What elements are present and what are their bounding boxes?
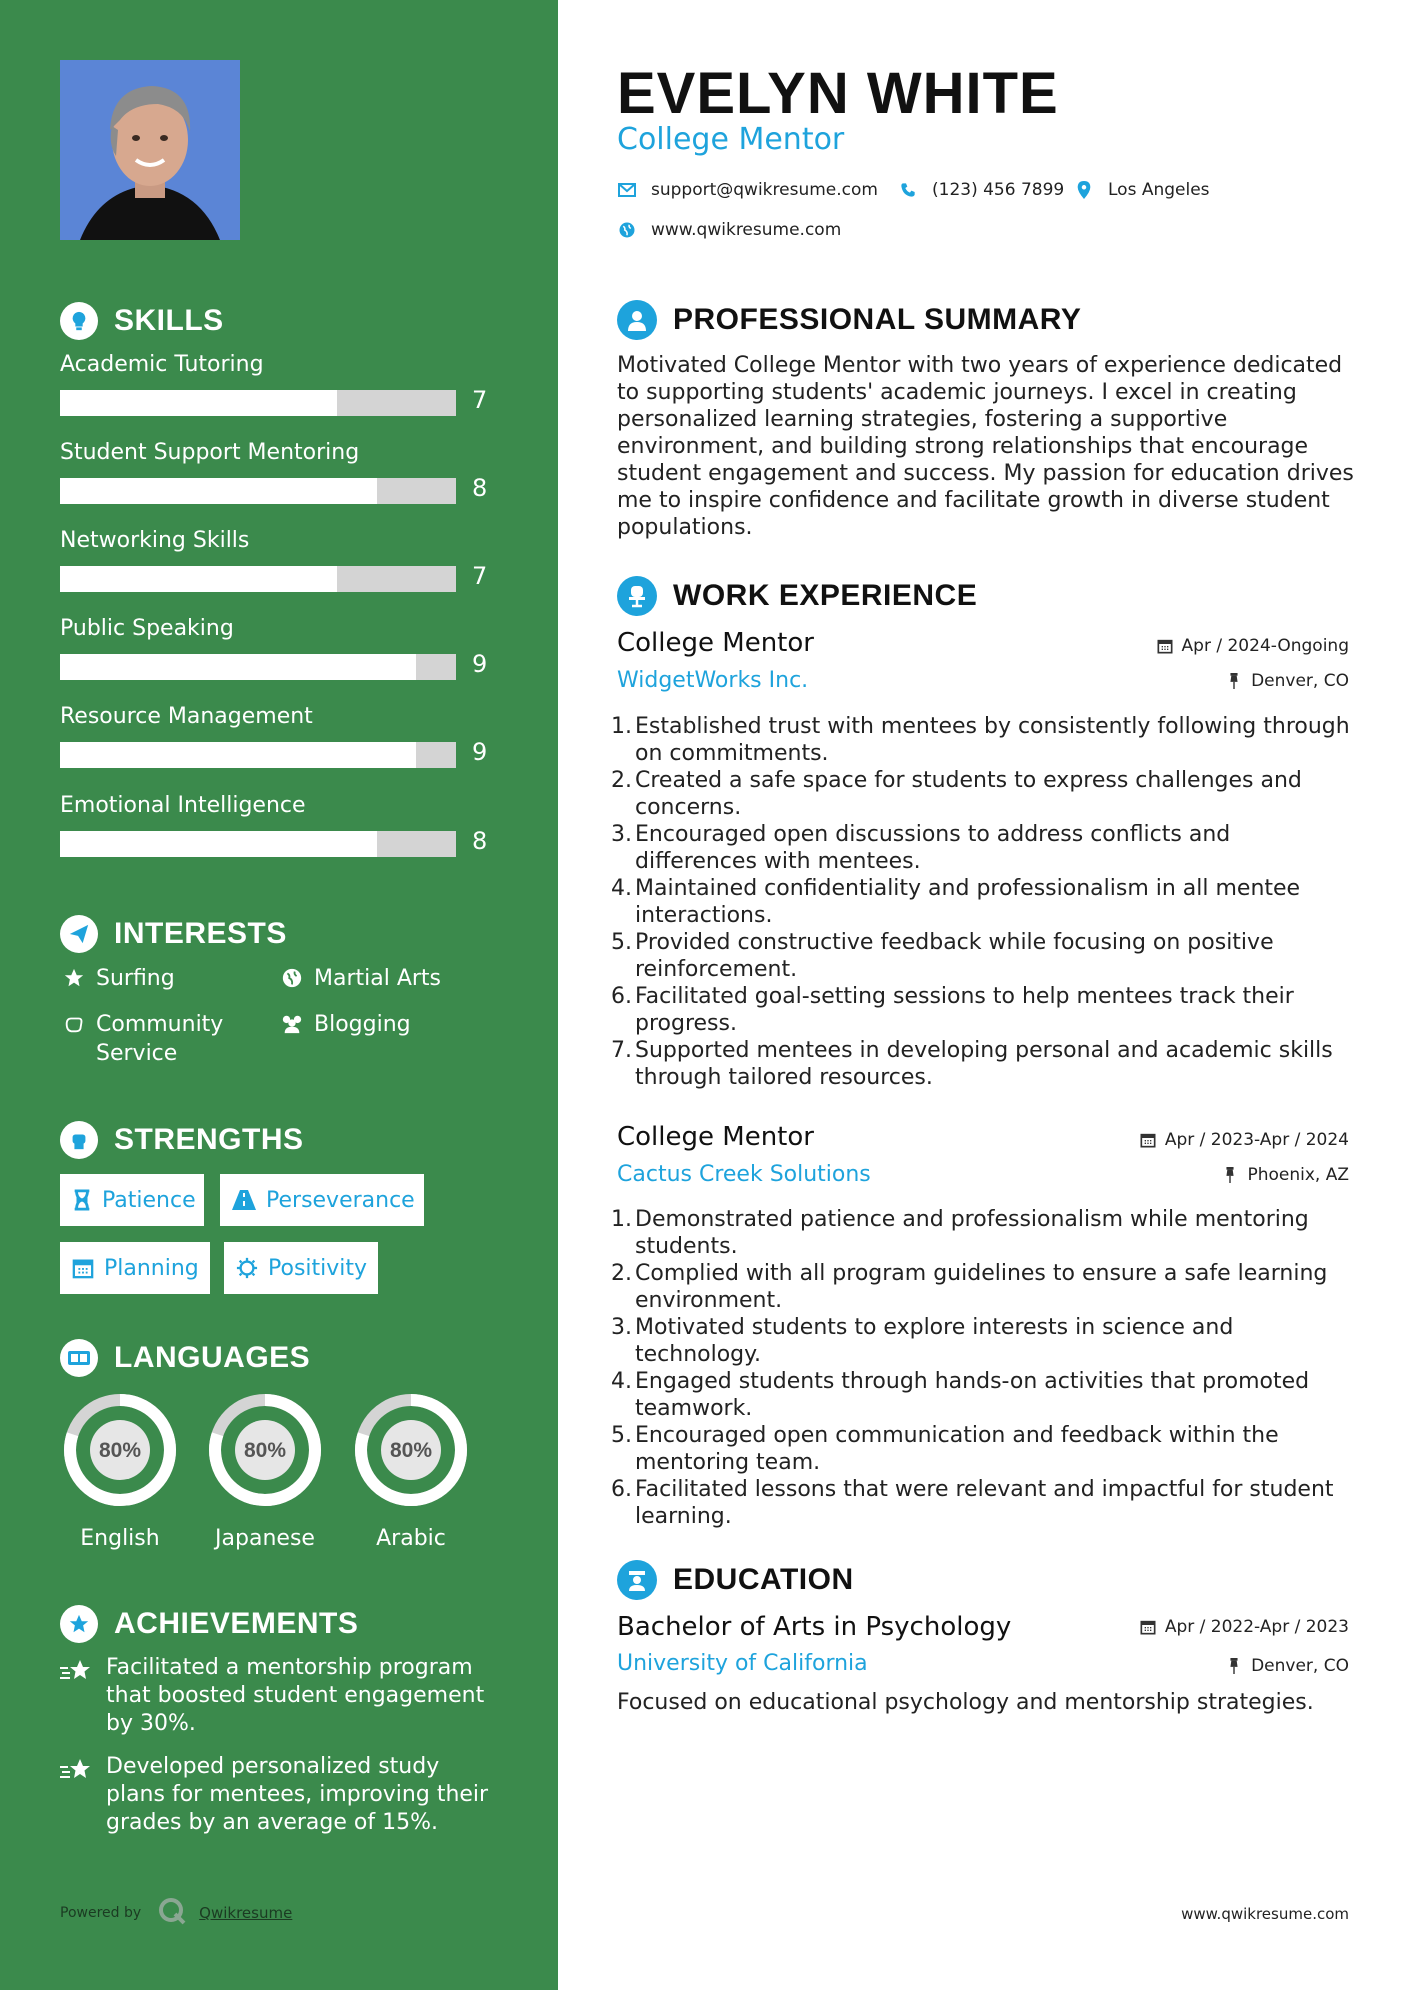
job-bullets xyxy=(611,713,1351,1091)
education-dates xyxy=(1139,1617,1349,1637)
briefcase-chair-icon xyxy=(617,576,657,616)
skill-track xyxy=(60,742,456,768)
skill-item xyxy=(60,526,500,592)
pushpin-icon xyxy=(1225,672,1243,690)
skill-item xyxy=(60,791,500,857)
road-icon xyxy=(232,1188,256,1212)
calendar-icon xyxy=(1156,637,1174,655)
interest-item xyxy=(278,1010,411,1039)
strength-tag xyxy=(224,1242,378,1294)
languages-heading xyxy=(60,1339,310,1377)
job-dates-text: Apr / 2024-Ongoing xyxy=(1181,636,1349,656)
bullet-text: Motivated students to explore interests in science and technology. xyxy=(635,1315,1234,1367)
bullet-text: Supported mentees in developing personal and academic skills through tailored resources. xyxy=(635,1038,1333,1090)
hourglass-icon xyxy=(72,1188,92,1212)
achievements-heading xyxy=(60,1605,358,1643)
strengths-heading xyxy=(60,1121,304,1159)
bullet-item xyxy=(611,1206,1351,1260)
interests-heading xyxy=(60,915,287,953)
pushpin-icon xyxy=(1221,1166,1239,1184)
skill-name: Public Speaking xyxy=(60,616,234,641)
strength-label: Positivity xyxy=(268,1255,368,1281)
achievement-item xyxy=(60,1753,500,1837)
strengths-title: STRENGTHS xyxy=(114,1123,304,1156)
strength-tag xyxy=(60,1242,210,1294)
strength-label: Planning xyxy=(104,1255,199,1281)
footer-url[interactable]: www.qwikresume.com xyxy=(1181,1905,1349,1923)
envelope-icon xyxy=(617,180,637,200)
bullet-number: 5. xyxy=(611,930,632,955)
bullet-item xyxy=(611,1368,1351,1422)
education-description: Focused on educational psychology and mentorship strategies. xyxy=(617,1690,1314,1715)
job-dates-text: Apr / 2023-Apr / 2024 xyxy=(1164,1130,1349,1150)
job-company: WidgetWorks Inc. xyxy=(617,668,809,693)
bullet-number: 6. xyxy=(611,984,632,1009)
bullet-text: Facilitated lessons that were relevant and impactful for student learning. xyxy=(635,1477,1334,1529)
bullet-item xyxy=(611,1476,1351,1530)
education-location xyxy=(1225,1656,1349,1676)
hand-icon xyxy=(60,1010,88,1038)
bullet-item xyxy=(611,1314,1351,1368)
sidebar xyxy=(0,0,558,1990)
degree-title: Bachelor of Arts in Psychology xyxy=(617,1612,1012,1642)
bullet-item xyxy=(611,1422,1351,1476)
fist-icon xyxy=(60,1121,98,1159)
summary-text: Motivated College Mentor with two years of experience dedicated to supporting students' academic journeys. I excel in creating personalized learning strategies, fostering a supportive environment, and building strong relationships that encourage student engagement and success. My passion for education drives me to inspire confidence and facilitate growth in diverse student populations. xyxy=(617,353,1354,540)
skill-value: 9 xyxy=(472,650,488,678)
achievements-title: ACHIEVEMENTS xyxy=(114,1607,359,1640)
experience-title: WORK EXPERIENCE xyxy=(673,579,978,612)
bullet-text: Demonstrated patience and professionalism while mentoring students. xyxy=(635,1207,1309,1259)
skill-value: 9 xyxy=(472,738,488,766)
experience-heading xyxy=(617,576,977,616)
skill-bar xyxy=(60,738,500,768)
shooting-star-icon xyxy=(60,1656,94,1690)
summary-heading xyxy=(617,300,1081,340)
language-percent: 80% xyxy=(389,1439,433,1462)
skill-item xyxy=(60,702,500,768)
skill-bar xyxy=(60,474,500,504)
skill-track xyxy=(60,390,456,416)
globe-icon xyxy=(278,964,306,992)
job-bullets xyxy=(611,1206,1351,1530)
bullet-item xyxy=(611,821,1351,875)
skill-bar xyxy=(60,386,500,416)
contact-phone[interactable] xyxy=(898,180,1064,200)
job-company: Cactus Creek Solutions xyxy=(617,1162,871,1187)
interest-label: Blogging xyxy=(314,1012,411,1037)
bullet-text: Encouraged open communication and feedback within the mentoring team. xyxy=(635,1423,1279,1475)
contact-location xyxy=(1074,180,1210,200)
bullet-item xyxy=(611,1037,1351,1091)
strength-label: Perseverance xyxy=(266,1187,415,1213)
language-item xyxy=(203,1388,327,1551)
skill-item xyxy=(60,614,500,680)
calendar-icon xyxy=(1139,1131,1157,1149)
powered-by-label: Powered by xyxy=(60,1905,142,1921)
job-location xyxy=(1225,671,1349,691)
location-text: Los Angeles xyxy=(1108,180,1210,200)
star-icon xyxy=(60,964,88,992)
skills-heading xyxy=(60,302,224,340)
skill-name: Resource Management xyxy=(60,704,313,729)
skill-fill xyxy=(60,654,416,680)
skill-value: 7 xyxy=(472,386,488,414)
lightbulb-icon xyxy=(60,302,98,340)
language-ring xyxy=(203,1388,327,1512)
education-dates-text: Apr / 2022-Apr / 2023 xyxy=(1164,1617,1349,1637)
bullet-number: 6. xyxy=(611,1477,632,1502)
candidate-name: EVELYN WHITE xyxy=(617,61,1059,126)
language-name: English xyxy=(80,1526,160,1551)
job-dates xyxy=(1139,1130,1349,1150)
skill-value: 8 xyxy=(472,474,488,502)
sun-icon xyxy=(236,1256,258,1280)
bullet-item xyxy=(611,875,1351,929)
skill-bar xyxy=(60,562,500,592)
education-heading xyxy=(617,1560,854,1600)
qwikresume-link[interactable]: Qwikresume xyxy=(199,1904,293,1922)
strength-label: Patience xyxy=(102,1187,196,1213)
strength-tag xyxy=(220,1174,424,1226)
bullet-text: Established trust with mentees by consistently following through on commitments. xyxy=(635,714,1350,766)
bullet-text: Maintained confidentiality and professionalism in all mentee interactions. xyxy=(635,876,1301,928)
skill-bar xyxy=(60,827,500,857)
skill-name: Academic Tutoring xyxy=(60,352,264,377)
skill-value: 8 xyxy=(472,827,488,855)
bullet-number: 4. xyxy=(611,1369,632,1394)
bullet-item xyxy=(611,1260,1351,1314)
language-ring xyxy=(349,1388,473,1512)
language-icon xyxy=(60,1339,98,1377)
skill-name: Student Support Mentoring xyxy=(60,440,360,465)
phone-text: (123) 456 7899 xyxy=(932,180,1065,200)
language-item xyxy=(349,1388,473,1551)
pushpin-icon xyxy=(1225,1657,1243,1675)
bullet-number: 7. xyxy=(611,1038,632,1063)
paper-plane-icon xyxy=(60,915,98,953)
language-percent: 80% xyxy=(243,1439,287,1462)
skill-fill xyxy=(60,742,416,768)
skill-bar xyxy=(60,650,500,680)
bullet-number: 1. xyxy=(611,1207,632,1232)
map-pin-icon xyxy=(1074,180,1094,200)
skills-title: SKILLS xyxy=(114,304,224,337)
achievement-text: Facilitated a mentorship program that boosted student engagement by 30%. xyxy=(106,1655,485,1736)
bullet-text: Engaged students through hands-on activities that promoted teamwork. xyxy=(635,1369,1310,1421)
profile-photo xyxy=(60,60,240,240)
bullet-text: Facilitated goal-setting sessions to help mentees track their progress. xyxy=(635,984,1294,1036)
bullet-number: 3. xyxy=(611,1315,632,1340)
website-text: www.qwikresume.com xyxy=(651,220,842,240)
language-ring xyxy=(58,1388,182,1512)
bullet-text: Created a safe space for students to express challenges and concerns. xyxy=(635,768,1302,820)
skill-fill xyxy=(60,566,337,592)
job-dates xyxy=(1156,636,1349,656)
achievement-text: Developed personalized study plans for mentees, improving their grades by an average of 15%. xyxy=(106,1754,489,1835)
email-text: support@qwikresume.com xyxy=(651,180,878,200)
interest-item xyxy=(60,964,175,993)
bullet-number: 3. xyxy=(611,822,632,847)
language-item xyxy=(58,1388,182,1551)
language-percent: 80% xyxy=(98,1439,142,1462)
calendar-icon xyxy=(1139,1618,1157,1636)
bullet-text: Complied with all program guidelines to ensure a safe learning environment. xyxy=(635,1261,1328,1313)
job-title: College Mentor xyxy=(617,1122,814,1152)
bullet-item xyxy=(611,767,1351,821)
skill-fill xyxy=(60,390,337,416)
shooting-star-icon xyxy=(60,1755,94,1789)
contact-website[interactable] xyxy=(617,220,841,240)
skill-name: Networking Skills xyxy=(60,528,250,553)
bullet-number: 2. xyxy=(611,768,632,793)
bullet-number: 4. xyxy=(611,876,632,901)
achievement-item xyxy=(60,1654,500,1738)
user-icon xyxy=(617,300,657,340)
interest-label: Surfing xyxy=(96,966,175,991)
skill-track xyxy=(60,478,456,504)
bullet-number: 5. xyxy=(611,1423,632,1448)
education-title: EDUCATION xyxy=(673,1563,854,1596)
skill-fill xyxy=(60,831,377,857)
interest-label: Community Service xyxy=(96,1012,224,1066)
bullet-number: 1. xyxy=(611,714,632,739)
interest-label: Martial Arts xyxy=(314,966,442,991)
trophy-star-icon xyxy=(60,1605,98,1643)
language-name: Arabic xyxy=(376,1526,446,1551)
languages-title: LANGUAGES xyxy=(114,1341,311,1374)
skill-value: 7 xyxy=(472,562,488,590)
interest-item xyxy=(278,964,441,993)
contact-email[interactable] xyxy=(617,180,878,200)
users-icon xyxy=(278,1010,306,1038)
qwikresume-logo-icon xyxy=(157,1896,187,1930)
job-title: College Mentor xyxy=(617,628,814,658)
calendar-icon xyxy=(72,1256,94,1280)
bullet-item xyxy=(611,929,1351,983)
bullet-text: Encouraged open discussions to address conflicts and differences with mentees. xyxy=(635,822,1231,874)
bullet-item xyxy=(611,983,1351,1037)
interests-title: INTERESTS xyxy=(114,917,287,950)
language-name: Japanese xyxy=(215,1526,315,1551)
globe-icon xyxy=(617,220,637,240)
strength-tag xyxy=(60,1174,204,1226)
skill-fill xyxy=(60,478,377,504)
phone-icon xyxy=(898,180,918,200)
skill-name: Emotional Intelligence xyxy=(60,793,306,818)
job-location-text: Denver, CO xyxy=(1251,671,1349,691)
bullet-number: 2. xyxy=(611,1261,632,1286)
interest-item xyxy=(60,1010,240,1068)
powered-by xyxy=(60,1896,292,1930)
bullet-item xyxy=(611,713,1351,767)
skill-track xyxy=(60,831,456,857)
job-location xyxy=(1221,1165,1349,1185)
skill-item xyxy=(60,438,500,504)
skill-item xyxy=(60,350,500,416)
skill-track xyxy=(60,566,456,592)
job-location-text: Phoenix, AZ xyxy=(1247,1165,1349,1185)
education-location-text: Denver, CO xyxy=(1251,1656,1349,1676)
graduation-icon xyxy=(617,1560,657,1600)
candidate-role: College Mentor xyxy=(617,122,845,157)
skill-track xyxy=(60,654,456,680)
summary-title: PROFESSIONAL SUMMARY xyxy=(673,303,1082,336)
school-name: University of California xyxy=(617,1651,868,1676)
bullet-text: Provided constructive feedback while focusing on positive reinforcement. xyxy=(635,930,1274,982)
